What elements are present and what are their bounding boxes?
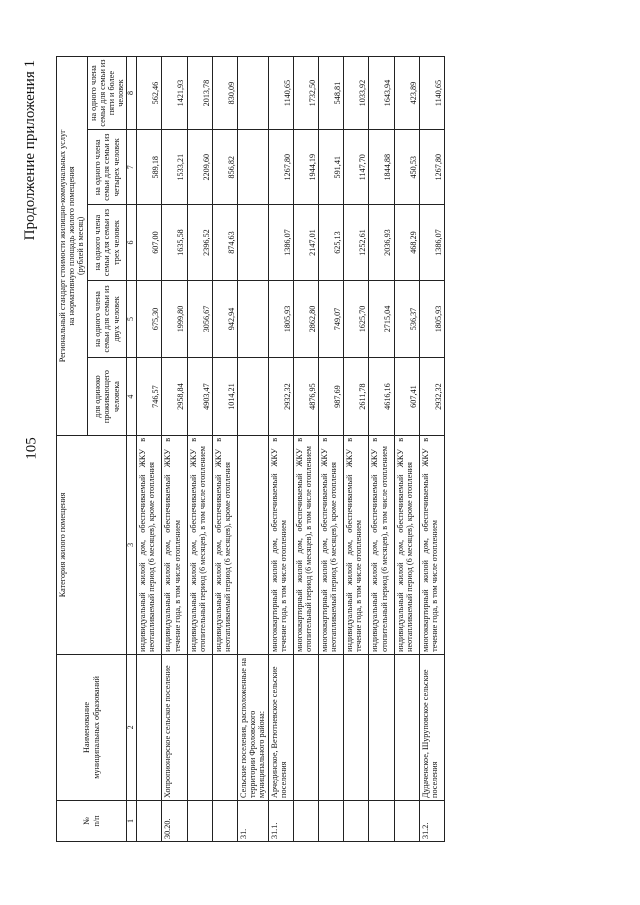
- row-value: 1252,61: [344, 205, 369, 280]
- row-value: [238, 130, 269, 205]
- page-number: 105: [23, 437, 40, 460]
- row-value: [238, 358, 269, 436]
- row-municipality-name: [394, 654, 419, 800]
- row-category: [238, 435, 269, 654]
- row-value: 2862,80: [293, 280, 318, 358]
- row-category: многоквартирный жилой дом, обеспечиваемый ЖКУ в отопительный период (6 месяцев), в том числе отоплением: [293, 435, 318, 654]
- row-number: [187, 800, 212, 841]
- row-municipality-name: [344, 654, 369, 800]
- row-value: 1386,07: [268, 205, 293, 280]
- row-value: 1267,80: [268, 130, 293, 205]
- row-value: 2715,04: [369, 280, 394, 358]
- row-value: 2932,32: [419, 358, 444, 436]
- row-value: [238, 205, 269, 280]
- row-municipality-name: Дудаченское, Шуруповское сельские поселения: [419, 654, 444, 800]
- table-row: [369, 57, 394, 842]
- row-value: 2396,52: [187, 205, 212, 280]
- row-value: 1844,88: [369, 130, 394, 205]
- row-value: 746,57: [137, 358, 162, 436]
- row-municipality-name: [293, 654, 318, 800]
- row-municipality-name: [212, 654, 237, 800]
- row-value: 1944,19: [293, 130, 318, 205]
- row-value: 1635,58: [162, 205, 187, 280]
- row-value: 2958,84: [162, 358, 187, 436]
- row-value: 450,53: [394, 130, 419, 205]
- table-row: [419, 57, 444, 842]
- row-value: 2209,60: [187, 130, 212, 205]
- row-value: 1533,21: [162, 130, 187, 205]
- row-value: 1421,93: [162, 57, 187, 130]
- row-value: 607,41: [394, 358, 419, 436]
- header-category: Категория жилого помещения: [57, 435, 127, 654]
- column-number: 3: [127, 435, 137, 654]
- row-value: 1267,80: [419, 130, 444, 205]
- row-category: индивидуальный жилой дом, обеспечиваемый ЖКУ в отопительный период (6 месяцев), в том числе отоплением: [369, 435, 394, 654]
- row-value: 1140,65: [419, 57, 444, 130]
- table-row: [162, 57, 187, 842]
- row-value: 749,07: [318, 280, 343, 358]
- row-value: 1732,50: [293, 57, 318, 130]
- row-value: 1999,80: [162, 280, 187, 358]
- row-value: 591,41: [318, 130, 343, 205]
- row-value: 1147,70: [344, 130, 369, 205]
- row-value: 4876,95: [293, 358, 318, 436]
- row-category: индивидуальный жилой дом, обеспечиваемый ЖКУ в течение года, в том числе отоплением: [162, 435, 187, 654]
- row-value: 675,30: [137, 280, 162, 358]
- row-value: [238, 57, 269, 130]
- table-row: [268, 57, 293, 842]
- row-number: 31.2.: [419, 800, 444, 841]
- header-sub: на одного члена семьи для семьи из четырех человек: [87, 130, 127, 205]
- header-sub: на одного члена семьи для семьи из двух человек: [87, 280, 127, 358]
- row-category: многоквартирный жилой дом, обеспечиваемый ЖКУ в течение года, в том числе отоплением: [419, 435, 444, 654]
- table-row: [394, 57, 419, 842]
- row-municipality-name: [187, 654, 212, 800]
- column-number: 2: [127, 654, 137, 800]
- tariff-table: [56, 56, 445, 842]
- row-category: индивидуальный жилой дом, обеспечиваемый ЖКУ в течение года, в том числе отоплением: [344, 435, 369, 654]
- row-municipality-name: Сельские поселения, расположенные на территории Фроловского муниципального района:: [238, 654, 269, 800]
- header-standard: Региональный стандарт стоимости жилищно-коммунальных услуг на нормативную площадь жилого помещения (рублей в месяц): [57, 57, 88, 436]
- row-municipality-name: [369, 654, 394, 800]
- row-value: 423,89: [394, 57, 419, 130]
- column-number: 5: [127, 280, 137, 358]
- row-number: [293, 800, 318, 841]
- row-value: 4616,16: [369, 358, 394, 436]
- row-value: 468,29: [394, 205, 419, 280]
- header-name: Наименование муниципальных образований: [57, 654, 127, 800]
- row-value: 548,81: [318, 57, 343, 130]
- table-row: [293, 57, 318, 842]
- column-number: 6: [127, 205, 137, 280]
- row-value: 1014,21: [212, 358, 237, 436]
- row-value: 2611,78: [344, 358, 369, 436]
- row-category: индивидуальный жилой дом, обеспечиваемый ЖКУ в неотапливаемый период (6 месяцев), кроме отопления: [212, 435, 237, 654]
- row-number: [318, 800, 343, 841]
- row-value: 1033,92: [344, 57, 369, 130]
- row-value: 3056,67: [187, 280, 212, 358]
- row-municipality-name: Хопропионерское сельское поселение: [162, 654, 187, 800]
- row-number: 31.: [238, 800, 269, 841]
- row-category: индивидуальный жилой дом, обеспечиваемый ЖКУ в отопительный период (6 месяцев), в том числе отоплением: [187, 435, 212, 654]
- row-value: [238, 280, 269, 358]
- header-sub: на одного члена семьи для семьи из пяти и более человек: [87, 57, 127, 130]
- row-value: 1386,07: [419, 205, 444, 280]
- row-number: [369, 800, 394, 841]
- header-no: № п/п: [57, 800, 127, 841]
- table-row: [344, 57, 369, 842]
- row-category: многоквартирный жилой дом, обеспечиваемый ЖКУ в течение года, в том числе отоплением: [268, 435, 293, 654]
- row-value: 4903,47: [187, 358, 212, 436]
- row-value: 830,09: [212, 57, 237, 130]
- row-value: 1140,65: [268, 57, 293, 130]
- row-category: индивидуальный жилой дом, обеспечиваемый ЖКУ в неотапливаемый период (6 месяцев), кроме отопления: [137, 435, 162, 654]
- column-number: 4: [127, 358, 137, 436]
- table-row: [187, 57, 212, 842]
- row-value: 589,18: [137, 130, 162, 205]
- row-category: многоквартирный жилой дом, обеспечиваемый ЖКУ в неотапливаемый период (6 месяцев), кроме отопления: [318, 435, 343, 654]
- row-value: 1805,93: [268, 280, 293, 358]
- table-row: [137, 57, 162, 842]
- row-value: 874,63: [212, 205, 237, 280]
- header-sub: для одиноко проживающего человека: [87, 358, 127, 436]
- appendix-title: Продолжение приложения 1: [22, 60, 38, 241]
- row-number: [344, 800, 369, 841]
- row-value: 536,37: [394, 280, 419, 358]
- row-value: 2036,93: [369, 205, 394, 280]
- table-row: [212, 57, 237, 842]
- table-row: [238, 57, 269, 842]
- row-value: 2147,01: [293, 205, 318, 280]
- column-number: 7: [127, 130, 137, 205]
- row-value: 1625,70: [344, 280, 369, 358]
- row-category: индивидуальный жилой дом, обеспечиваемый ЖКУ в неотапливаемый период (6 месяцев), кроме отопления: [394, 435, 419, 654]
- row-value: 625,13: [318, 205, 343, 280]
- header-sub: на одного члена семьи для семьи из трех человек: [87, 205, 127, 280]
- row-number: 31.1.: [268, 800, 293, 841]
- column-number: 8: [127, 57, 137, 130]
- row-value: 1643,94: [369, 57, 394, 130]
- column-number: 1: [127, 800, 137, 841]
- row-number: 30.20.: [162, 800, 187, 841]
- row-municipality-name: [318, 654, 343, 800]
- row-municipality-name: [137, 654, 162, 800]
- row-value: 942,94: [212, 280, 237, 358]
- row-municipality-name: Арчединское, Ветютневское сельские поселения: [268, 654, 293, 800]
- row-value: 607,00: [137, 205, 162, 280]
- row-number: [212, 800, 237, 841]
- row-value: 2013,78: [187, 57, 212, 130]
- row-value: 856,82: [212, 130, 237, 205]
- table-row: [318, 57, 343, 842]
- row-value: 562,46: [137, 57, 162, 130]
- row-value: 987,69: [318, 358, 343, 436]
- row-value: 2932,32: [268, 358, 293, 436]
- row-number: [137, 800, 162, 841]
- row-number: [394, 800, 419, 841]
- row-value: 1805,93: [419, 280, 444, 358]
